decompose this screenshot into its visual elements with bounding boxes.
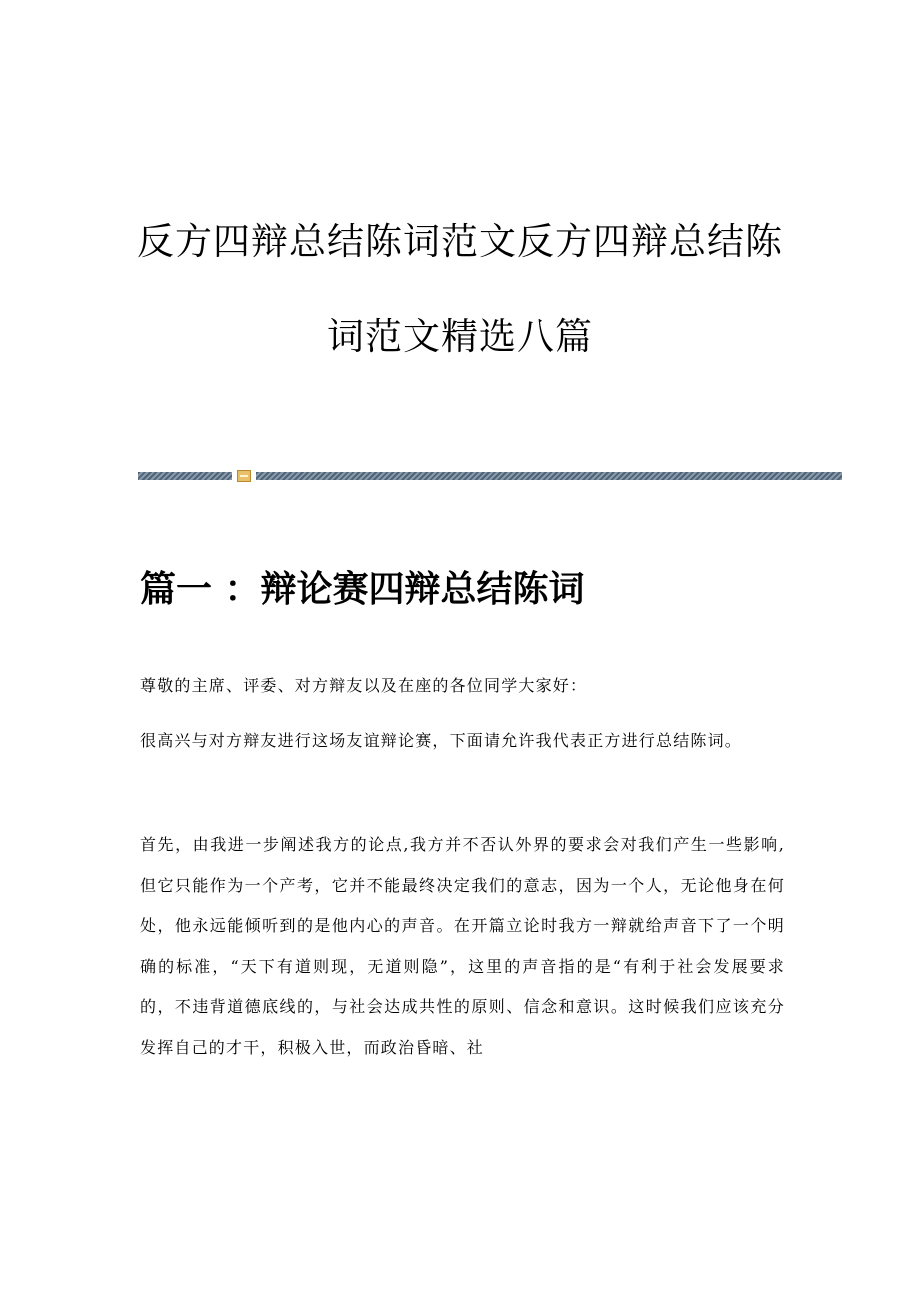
title-divider xyxy=(138,470,842,482)
paragraph-argument: 首先，由我进一步阐述我方的论点,我方并不否认外界的要求会对我们产生一些影响,但它只能作为一个产考，它并不能最终决定我们的意志，因为一个人，无论他身在何处，他永远能倾听到的是他内心的声音。在开篇立论时我方一辩就给声音下了一个明确的标准，“天下有道则现，无道则隐”，这里的声音指的是“有利于社会发展要求的，不违背道德底线的，与社会达成共性的原则、信念和意识。这时候我们应该充分发挥自己的才干，积极入世，而政治昏暗、社 xyxy=(140,835,785,1057)
paragraph-greeting: 尊敬的主席、评委、对方辩友以及在座的各位同学大家好： xyxy=(140,676,588,695)
section-heading: 篇一 ：辩论赛四辩总结陈词 xyxy=(140,568,585,610)
divider-bar-left xyxy=(138,472,232,480)
divider-ornament-icon xyxy=(237,470,251,482)
paragraph-intro: 很高兴与对方辩友进行这场友谊辩论赛，下面请允许我代表正方进行总结陈词。 xyxy=(140,731,743,750)
divider-bar-right xyxy=(256,472,842,480)
document-title-line-1: 反方四辩总结陈词范文反方四辩总结陈 xyxy=(137,220,783,263)
document-title-line-2: 词范文精选八篇 xyxy=(327,315,593,358)
